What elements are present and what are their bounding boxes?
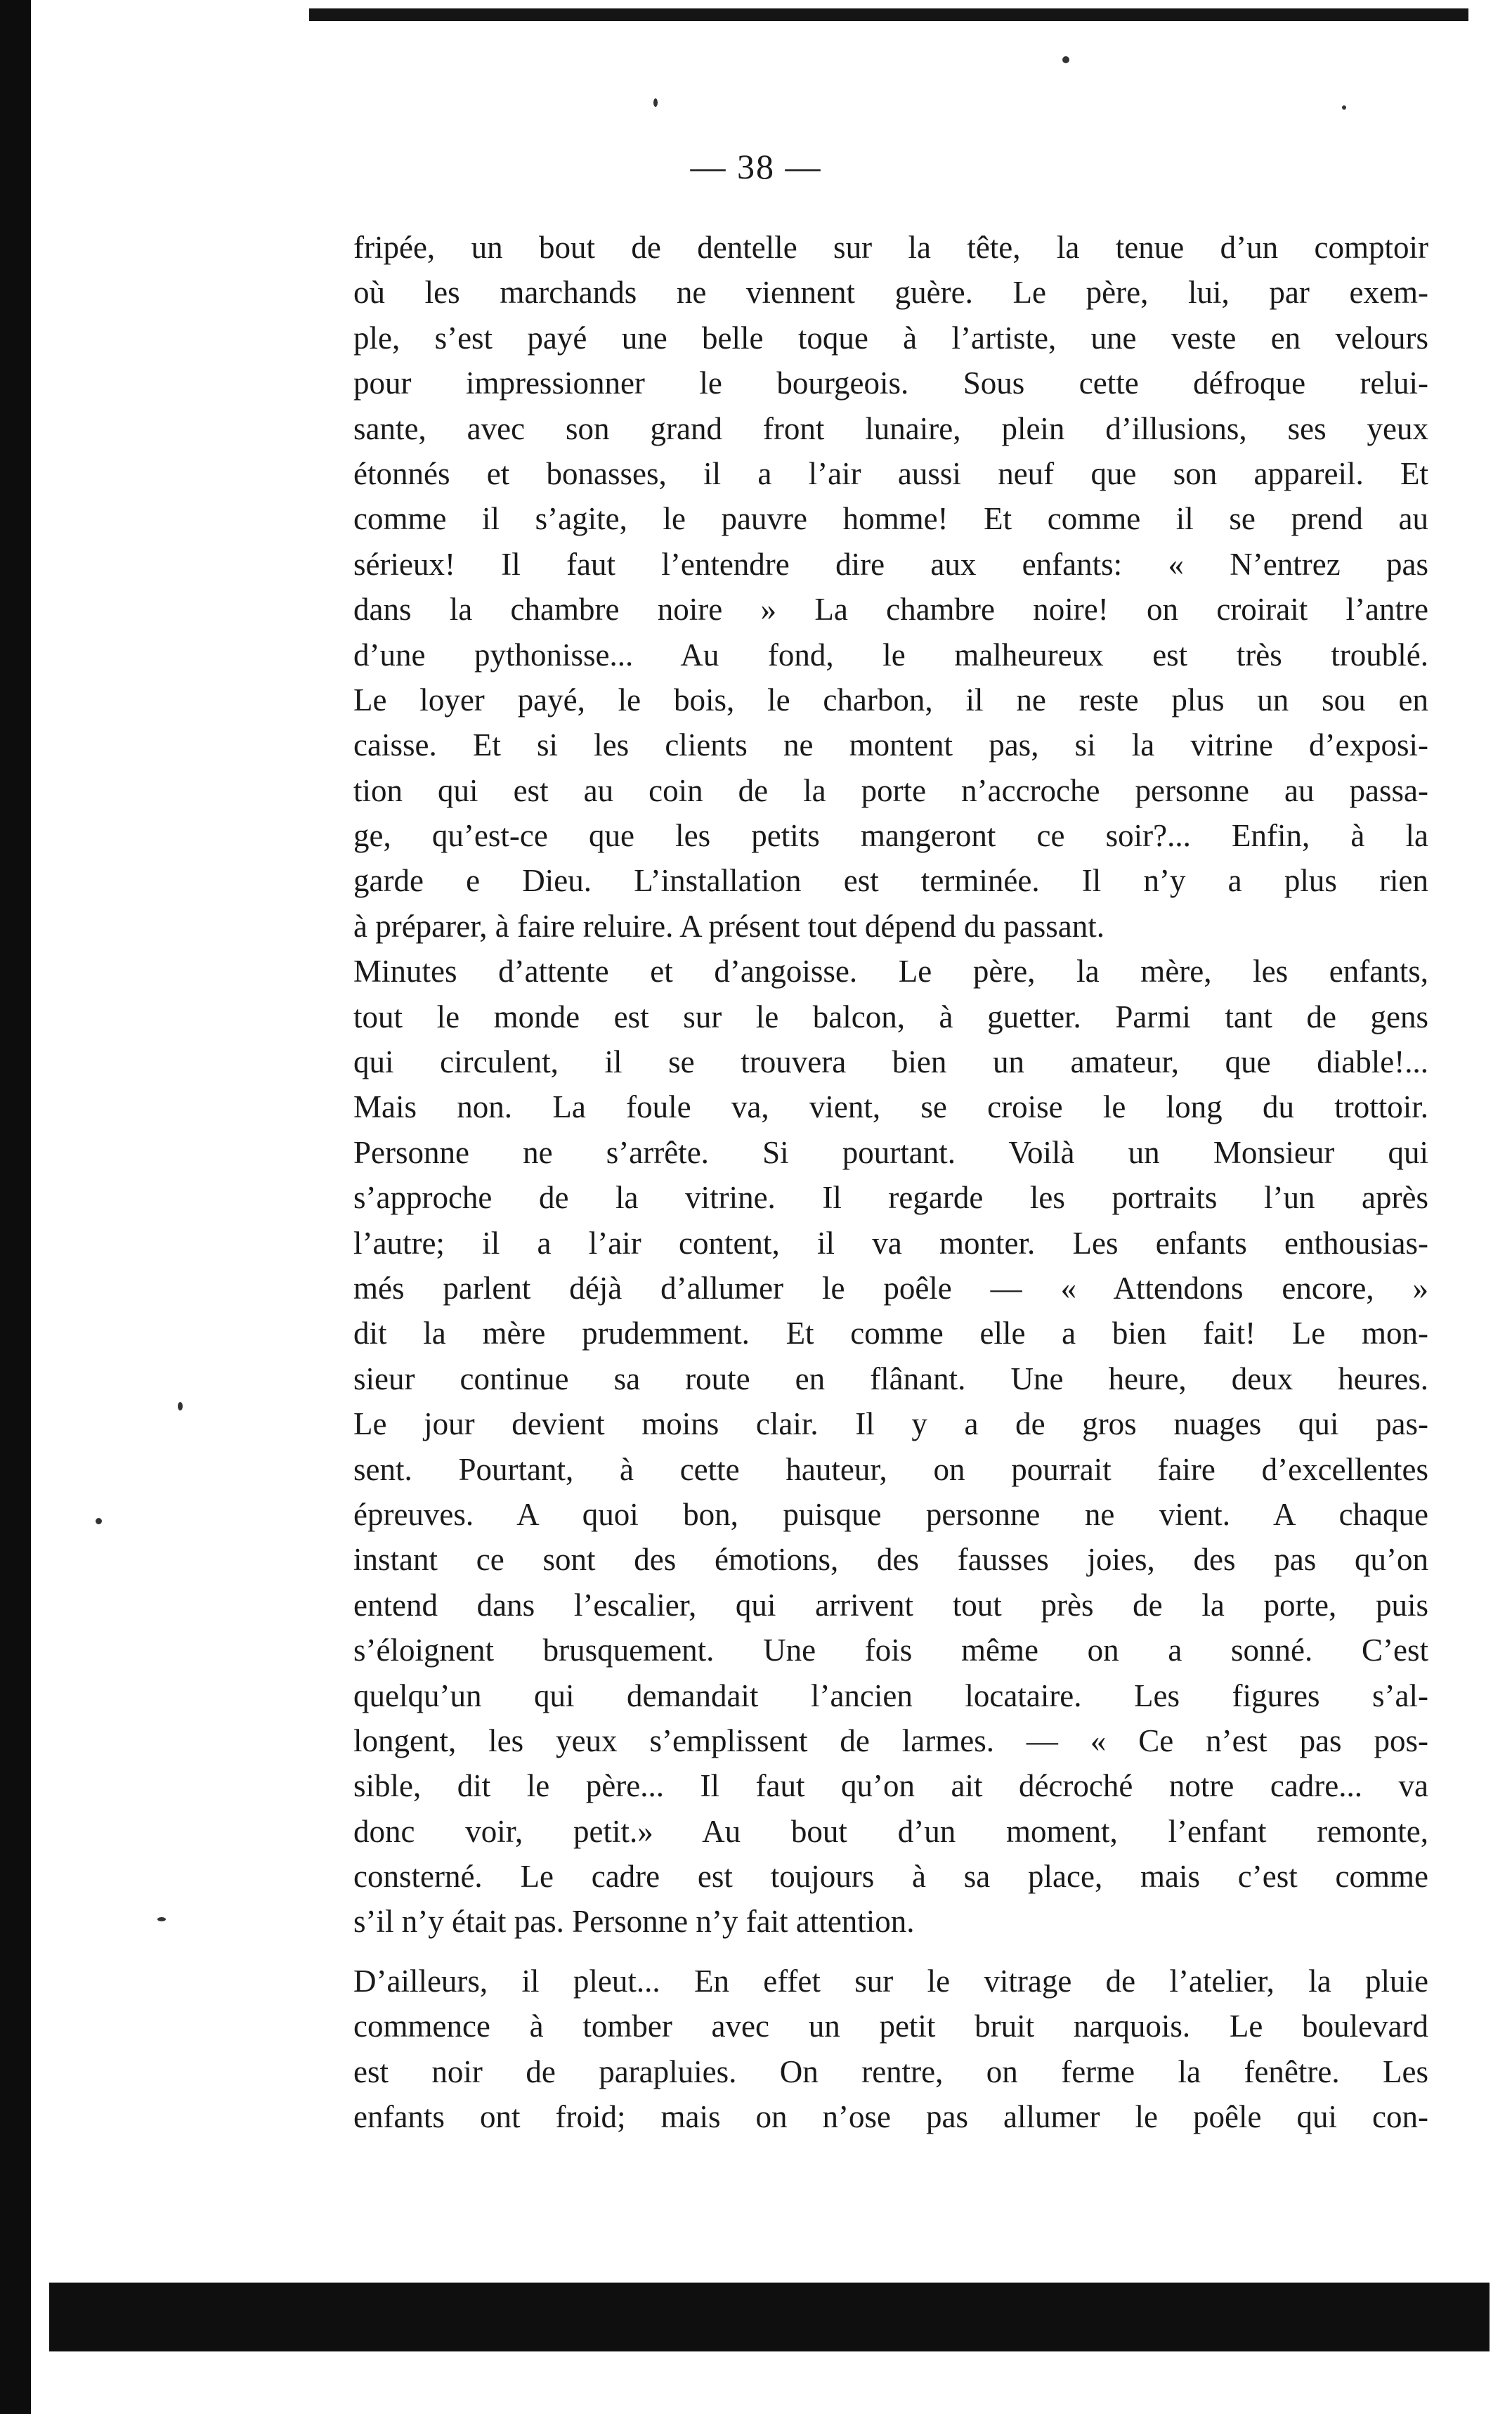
text-line: garde e Dieu. L’installation est terminée. Il n’y a plus rien [353, 863, 1428, 899]
text-line: pour impressionner le bourgeois. Sous cette défroque reluі- [353, 365, 1428, 401]
text-line: étonnés et bonasses, il a l’air aussi neuf que son appareil. Et [353, 455, 1428, 491]
scan-speck [653, 98, 658, 107]
text-line: épreuves. A quoi bon, puisque personne ne vient. A chaque [353, 1496, 1428, 1532]
text-line: més parlent déjà d’allumer le poêle — « Attendons encore, » [353, 1270, 1428, 1306]
text-line: fripée, un bout de dentelle sur la tête, la tenue d’un comptoir [353, 230, 1428, 265]
text-line: sérieux! Il faut l’entendre dire aux enfants: « N’entrez pas [353, 546, 1428, 582]
text-line: caisse. Et si les clients ne montent pas, si la vitrine d’exposi- [353, 727, 1428, 763]
text-line: D’ailleurs, il pleut... En effet sur le vitrage de l’atelier, la pluie [353, 1963, 1428, 1999]
text-line: est noir de parapluies. On rentre, on ferme la fenêtre. Les [353, 2053, 1428, 2089]
text-line: sent. Pourtant, à cette hauteur, on pourrait faire d’excellentes [353, 1451, 1428, 1487]
text-line: à préparer, à faire reluire. A présent tout dépend du passant. [353, 908, 1105, 944]
text-line: où les marchands ne viennent guère. Le père, lui, par exem- [353, 275, 1428, 311]
text-line: instant ce sont des émotions, des fausses joies, des pas qu’on [353, 1542, 1428, 1578]
body-text [353, 225, 1428, 2139]
scan-top-edge [309, 8, 1468, 21]
scan-bottom-edge [49, 2283, 1490, 2351]
paragraph [353, 1959, 1428, 2140]
text-line: tout le monde est sur le balcon, à guetter. Parmi tant de gens [353, 999, 1428, 1034]
text-line: d’une pythonisse... Au fond, le malheureux est très troublé. [353, 637, 1428, 673]
paragraph [353, 225, 1428, 949]
text-line: commence à tomber avec un petit bruit narquois. Le boulevard [353, 2009, 1428, 2044]
text-line: dans la chambre noire » La chambre noire! on croirait l’antre [353, 592, 1428, 628]
text-line: longent, les yeux s’emplissent de larmes. — « Ce n’est pas pos- [353, 1722, 1428, 1758]
text-line: ge, qu’est-ce que les petits mangeront ce soir?... Enfin, à la [353, 818, 1428, 854]
text-line: Mais non. La foule va, vient, se croise le long du trottoir. [353, 1089, 1428, 1125]
text-line: qui circulent, il se trouvera bien un amateur, que diable!... [353, 1044, 1428, 1080]
text-line: entend dans l’escalier, qui arrivent tout près de la porte, puis [353, 1587, 1428, 1623]
text-line: ple, s’est payé une belle toque à l’artiste, une veste en velours [353, 320, 1428, 356]
text-line: Le jour devient moins clair. Il y a de gros nuages qui pas- [353, 1406, 1428, 1442]
scan-speck [96, 1518, 102, 1524]
text-line: s’approche de la vitrine. Il regarde les portraits l’un après [353, 1180, 1428, 1216]
text-line: dit la mère prudemment. Et comme elle a bien fait! Le mon- [353, 1316, 1428, 1351]
paragraph [353, 949, 1428, 1945]
scan-speck [1342, 105, 1346, 110]
text-line: l’autre; il a l’air content, il va monter. Les enfants enthousias- [353, 1225, 1428, 1261]
text-line: enfants ont froid; mais on n’ose pas allumer le poêle qui con- [353, 2099, 1428, 2135]
text-line: consterné. Le cadre est toujours à sa place, mais c’est comme [353, 1859, 1428, 1895]
text-line: comme il s’agite, le pauvre homme! Et comme il se prend au [353, 501, 1428, 537]
text-line: donc voir, petit.» Au bout d’un moment, l’enfant remonte, [353, 1813, 1428, 1849]
text-line: quelqu’un qui demandait l’ancien locataire. Les figures s’al- [353, 1678, 1428, 1713]
text-line: s’éloignent brusquement. Une fois même on a sonné. C’est [353, 1633, 1428, 1668]
text-line: sante, avec son grand front lunaire, plein d’illusions, ses yeux [353, 410, 1428, 446]
text-line: sieur continue sa route en flânant. Une heure, deux heures. [353, 1361, 1428, 1396]
text-line: Minutes d’attente et d’angoisse. Le père, la mère, les enfants, [353, 954, 1428, 989]
text-line: tion qui est au coin de la porte n’accroche personne au passa- [353, 772, 1428, 808]
scan-left-edge [0, 0, 31, 2414]
text-line: Le loyer payé, le bois, le charbon, il ne reste plus un sou en [353, 682, 1428, 718]
scan-speck [178, 1402, 183, 1410]
text-line: s’il n’y était pas. Personne n’y fait attention. [353, 1904, 915, 1940]
scan-speck [1062, 56, 1069, 63]
page-number: — 38 — [690, 147, 822, 186]
paragraph-gap [353, 1945, 1428, 1959]
text-line: sible, dit le père... Il faut qu’on ait décroché notre cadre... va [353, 1768, 1428, 1804]
text-line: Personne ne s’arrête. Si pourtant. Voilà un Monsieur qui [353, 1134, 1428, 1170]
scan-speck [157, 1917, 166, 1921]
